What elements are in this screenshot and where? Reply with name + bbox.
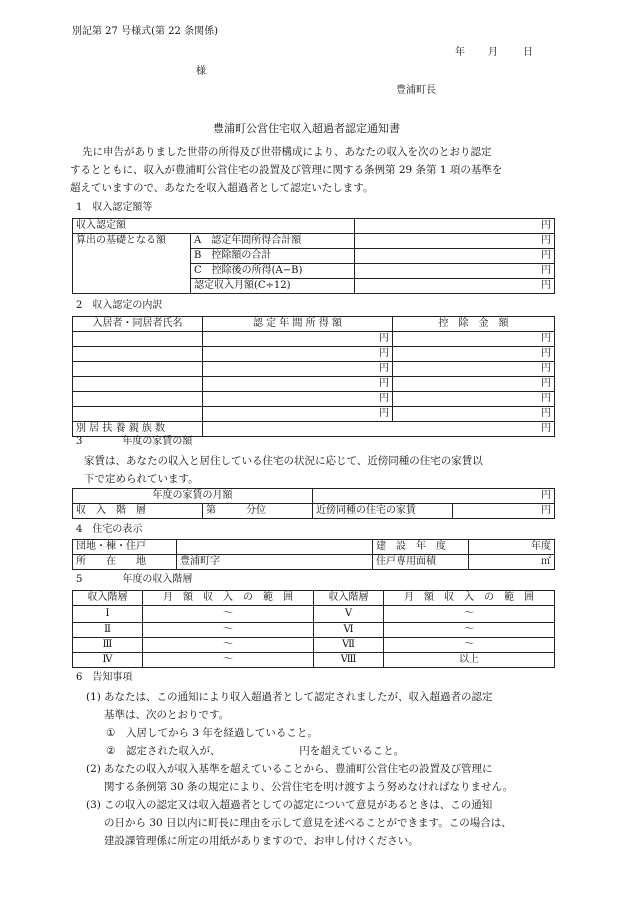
range-tilde: 〜 xyxy=(143,638,314,653)
level-numeral: Ⅳ xyxy=(73,653,143,668)
range-col-header: 月 額 収 入 の 範 囲 xyxy=(384,591,555,606)
notice-line: 基準は、次のとおりです。 xyxy=(104,709,230,721)
deduction-col-header: 控 除 金 額 xyxy=(393,317,555,332)
range-tilde: 〜 xyxy=(384,606,555,623)
yen-unit: 円 xyxy=(393,362,555,377)
section3-heading: 3 年度の家賃の額 xyxy=(76,436,193,447)
resident-name xyxy=(73,332,203,347)
resident-name xyxy=(73,347,203,362)
range-col-header: 月 額 収 入 の 範 囲 xyxy=(143,591,314,606)
dependents-label: 別 居 扶 養 親 族 数 xyxy=(73,422,203,437)
notice-line: 建設課管理係に所定の用紙がありますので、お申し付けください。 xyxy=(104,835,419,847)
housing-table xyxy=(72,539,555,570)
notice-number: (1) xyxy=(86,691,101,703)
section4-heading: 4 住宅の表示 xyxy=(76,524,143,535)
name-col-header: 入居者・同居者氏名 xyxy=(73,317,203,332)
yen-unit: 円 xyxy=(355,279,555,294)
level-numeral: Ⅴ xyxy=(314,606,384,623)
yen-unit: 円 xyxy=(203,392,393,407)
range-tilde: 〜 xyxy=(143,606,314,623)
rent-month-label: 年度の家賃の月額 xyxy=(73,489,313,504)
yen-unit: 円 xyxy=(393,347,555,362)
address-value: 豊浦町字 xyxy=(177,555,373,570)
level-numeral: Ⅷ xyxy=(314,653,384,668)
yen-unit: 円 xyxy=(393,407,555,422)
issuer: 豊浦町長 xyxy=(396,85,436,96)
rent-line: 家賃は、あなたの収入と居住している住宅の状況に応じて、近傍同種の住宅の家賃以 xyxy=(84,455,483,467)
notice-line: 関する条例第 30 条の規定により、公営住宅を明け渡すよう努めなければなりません。 xyxy=(104,781,514,793)
level-numeral: Ⅰ xyxy=(73,606,143,623)
level-numeral: Ⅲ xyxy=(73,638,143,653)
date-month-label: 月 xyxy=(488,47,498,58)
range-tilde: 〜 xyxy=(384,638,555,653)
intro-line: 先に申告がありました世帯の所得及び世帯構成により、あなたの収入を次のとおり認定 xyxy=(82,146,492,158)
range-above: 以上 xyxy=(384,653,555,668)
intro-line: 超えていますので、あなたを収入超過者として認定いたします。 xyxy=(70,182,374,194)
yen-unit: 円 xyxy=(393,392,555,407)
resident-name xyxy=(73,392,203,407)
form-number: 別記第 27 号様式(第 22 条関係) xyxy=(72,26,218,37)
yen-unit: 円 xyxy=(355,249,555,264)
yen-unit: 円 xyxy=(393,332,555,347)
yen-unit: 円 xyxy=(453,504,555,519)
basis-item: B 控除額の合計 xyxy=(191,249,355,264)
level-col-header: 収入階層 xyxy=(73,591,143,606)
income-level-value: 第 分位 xyxy=(203,504,313,519)
yen-unit: 円 xyxy=(203,377,393,392)
built-year-unit: 年度 xyxy=(469,540,555,555)
addressee-suffix: 様 xyxy=(196,66,206,77)
intro-paragraph xyxy=(70,143,566,197)
nearby-rent-label: 近傍同種の住宅の家賃 xyxy=(313,504,453,519)
area-unit: ㎡ xyxy=(469,555,555,570)
area-label: 住戸専用面積 xyxy=(373,555,469,570)
yen-unit: 円 xyxy=(203,347,393,362)
level-numeral: Ⅵ xyxy=(314,623,384,638)
page-title: 豊浦町公営住宅収入超過者認定通知書 xyxy=(213,122,400,135)
rent-line: 下で定められています。 xyxy=(84,473,199,485)
section2-heading: 2 収入認定の内訳 xyxy=(76,300,163,311)
yen-unit: 円 xyxy=(313,489,555,504)
range-tilde: 〜 xyxy=(143,623,314,638)
date-year-label: 年 xyxy=(455,47,465,58)
yen-unit: 円 xyxy=(393,377,555,392)
notice-number: (3) xyxy=(86,799,101,811)
income-table xyxy=(72,218,555,294)
notice-line: の日から 30 日以内に町長に理由を示して意見を述べることができます。この場合は、 xyxy=(104,817,512,829)
notice-line: あなたの収入が収入基準を超えていることから、豊浦町公営住宅の設置及び管理に xyxy=(104,763,493,775)
notice-line: この収入の認定又は収入超過者としての認定について意見があるときは、この通知 xyxy=(104,799,493,811)
notice-item xyxy=(70,796,570,850)
yen-unit: 円 xyxy=(203,407,393,422)
yen-unit: 円 xyxy=(203,422,555,437)
section5-heading: 5 年度の収入階層 xyxy=(76,574,193,585)
income-label: 収入認定額 xyxy=(73,219,355,234)
date-day-label: 日 xyxy=(523,47,533,58)
notice-list xyxy=(70,688,570,850)
notice-line: 認定された収入が、 円を超えていること。 xyxy=(126,745,405,757)
notice-subitem xyxy=(70,742,570,760)
section1-heading: 1 収入認定額等 xyxy=(76,202,153,213)
basis-item: C 控除後の所得(A−B) xyxy=(191,264,355,279)
rent-paragraph xyxy=(70,452,566,488)
notice-number: ① xyxy=(106,727,116,739)
yen-unit: 円 xyxy=(355,264,555,279)
income-level-table xyxy=(72,590,555,668)
address-label: 所 在 地 xyxy=(73,555,177,570)
yen-unit: 円 xyxy=(203,332,393,347)
notice-line: 入居してから 3 年を経過していること。 xyxy=(126,727,318,739)
section6-heading: 6 告知事項 xyxy=(76,672,133,683)
resident-name xyxy=(73,407,203,422)
built-year-label: 建 設 年 度 xyxy=(373,540,469,555)
breakdown-table xyxy=(72,316,555,437)
resident-name xyxy=(73,377,203,392)
level-col-header: 収入階層 xyxy=(314,591,384,606)
basis-item: 認定収入月額(C÷12) xyxy=(191,279,355,294)
level-numeral: Ⅱ xyxy=(73,623,143,638)
intro-line: するとともに、収入が豊浦町公営住宅の設置及び管理に関する条例第 29 条第 1 項の基準を xyxy=(70,164,503,176)
yen-unit: 円 xyxy=(203,362,393,377)
income-level-label: 収 入 階 層 xyxy=(73,504,203,519)
notice-item xyxy=(70,688,570,724)
notice-line: あなたは、この通知により収入超過者として認定されましたが、収入超過者の認定 xyxy=(104,691,493,703)
notice-item xyxy=(70,760,570,796)
yen-unit: 円 xyxy=(355,234,555,249)
range-tilde: 〜 xyxy=(143,653,314,668)
notice-number: (2) xyxy=(86,763,101,775)
resident-name xyxy=(73,362,203,377)
basis-label: 算出の基礎となる額 xyxy=(73,234,191,294)
basis-item: A 認定年間所得合計額 xyxy=(191,234,355,249)
estate-label: 団地・棟・住戸 xyxy=(73,540,177,555)
range-tilde: 〜 xyxy=(384,623,555,638)
notice-subitem xyxy=(70,724,570,742)
income-col-header: 認 定 年 間 所 得 額 xyxy=(203,317,393,332)
yen-unit: 円 xyxy=(355,219,555,234)
rent-table xyxy=(72,488,555,519)
level-numeral: Ⅶ xyxy=(314,638,384,653)
notice-number: ② xyxy=(106,745,116,757)
